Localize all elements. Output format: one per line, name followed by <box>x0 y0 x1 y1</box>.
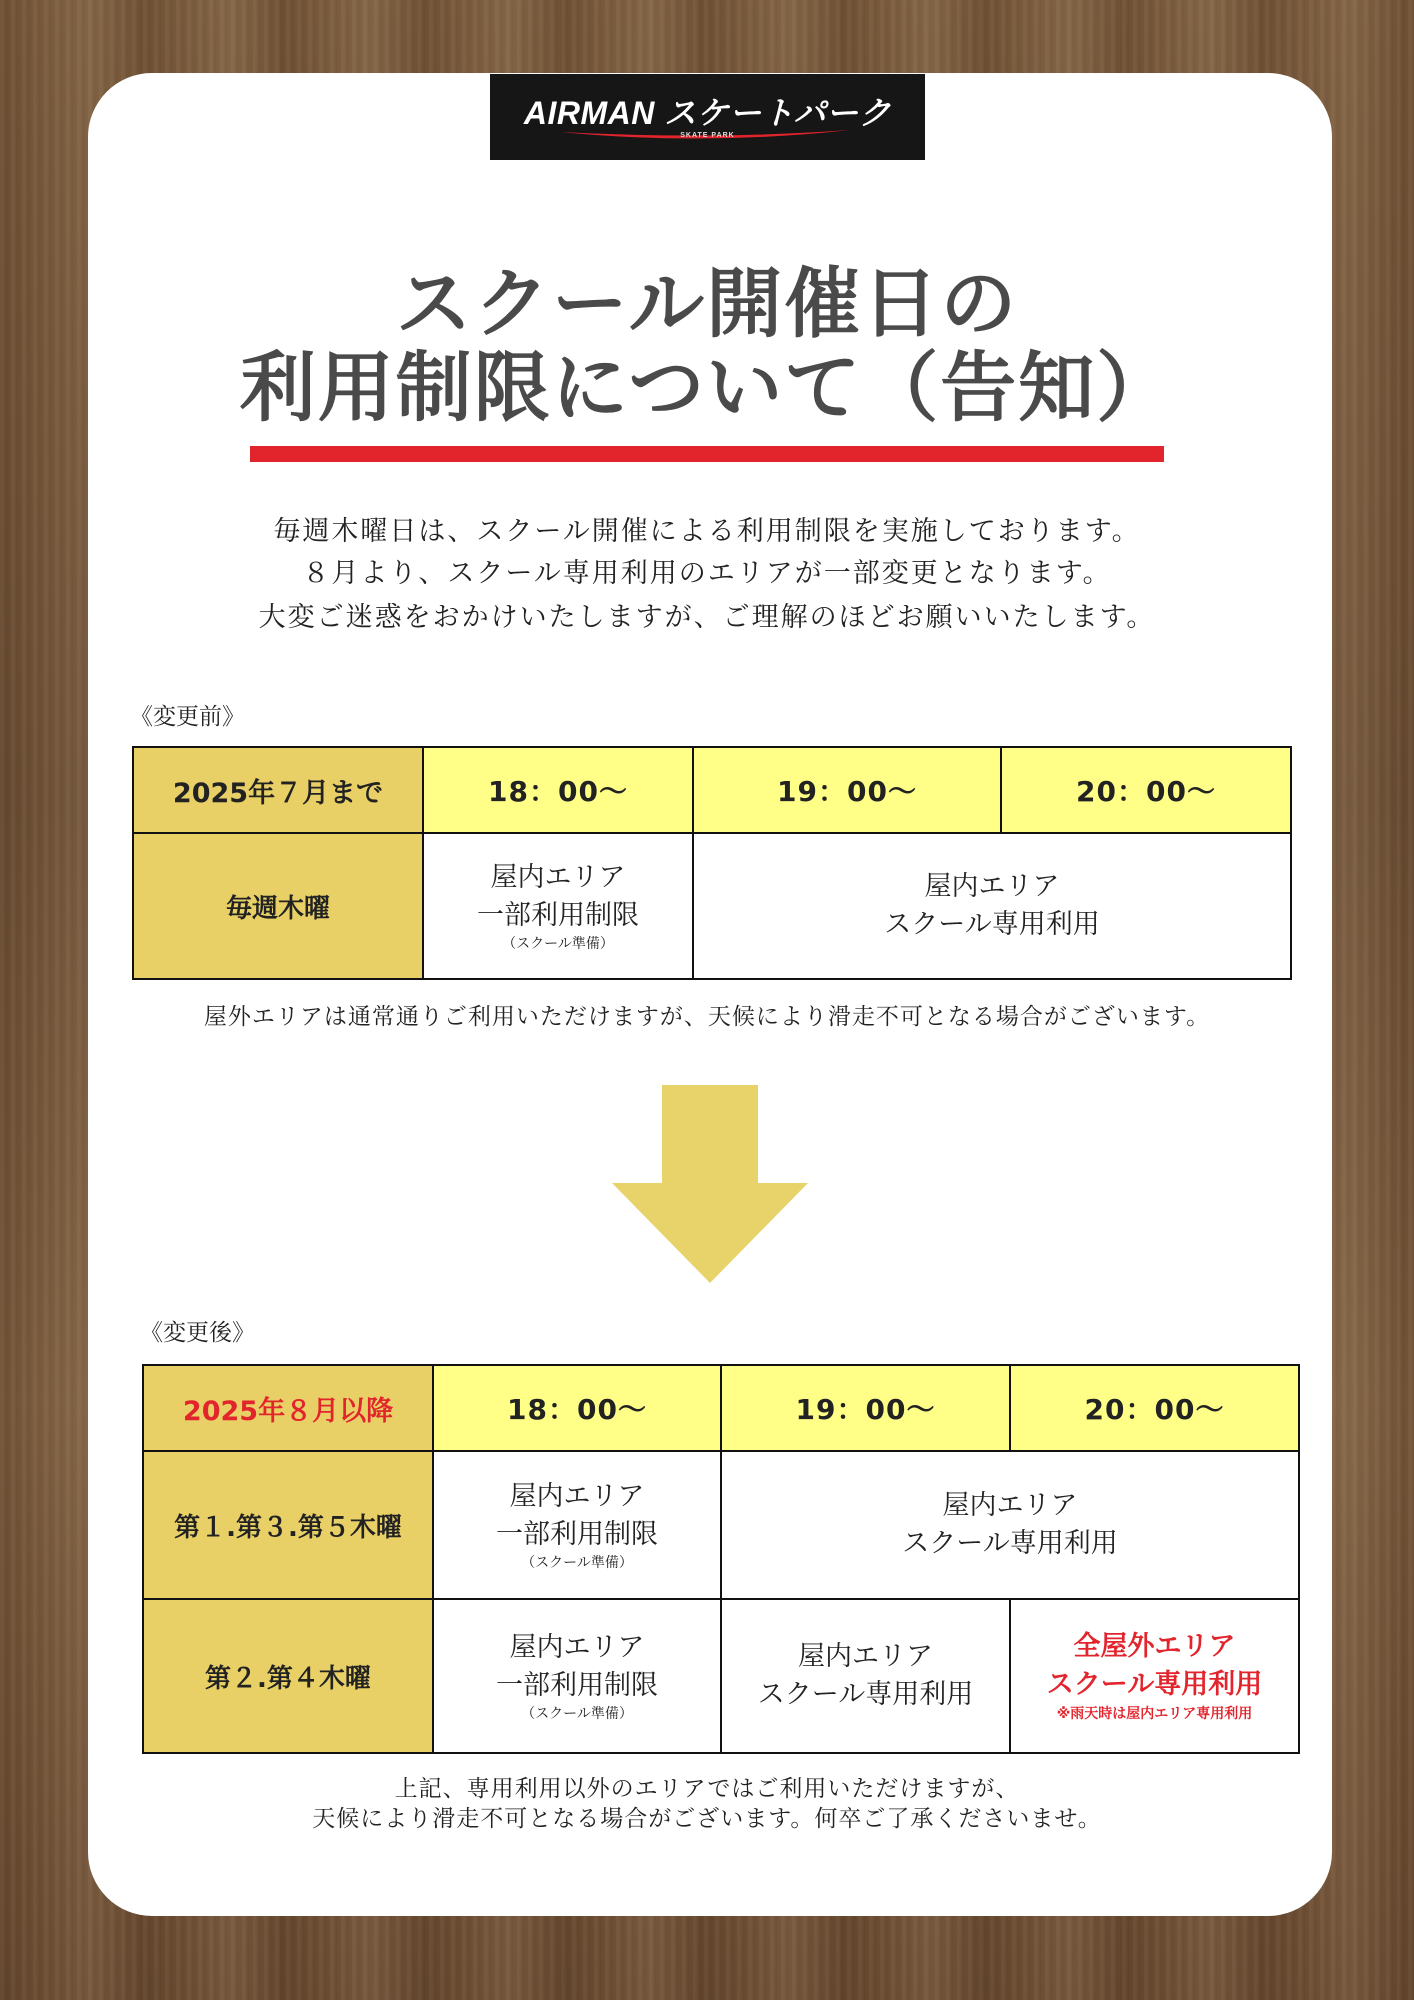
before-label: 《変更前》 <box>130 704 245 730</box>
cell-partial-restriction: 屋内エリア 一部利用制限 （スクール準備） <box>433 1599 721 1753</box>
cell-partial-restriction: 屋内エリア 一部利用制限 （スクール準備） <box>423 833 693 979</box>
schedule-table-after <box>142 1364 1300 1754</box>
after-note-line2: 天候により滑走不可となる場合がございます。何卒ご了承くださいませ。 <box>312 1806 1102 1832</box>
page-title-line2: 利用制限について（告知） <box>239 343 1175 432</box>
cell-school-exclusive: 屋内エリア スクール専用利用 <box>693 833 1291 979</box>
cell-partial-restriction: 屋内エリア 一部利用制限 （スクール準備） <box>433 1451 721 1599</box>
arrow-down-icon <box>612 1085 808 1283</box>
title-underline <box>250 446 1164 462</box>
page-title-line1: スクール開催日の <box>395 259 1019 348</box>
table-corner-before: 2025年７月まで <box>133 747 423 833</box>
cell-school-exclusive: 屋内エリア スクール専用利用 <box>721 1599 1010 1753</box>
logo-text: AIRMAN スケートパーク <box>523 95 892 131</box>
schedule-table-before <box>132 746 1292 980</box>
intro-line3: 大変ご迷惑をおかけいたしますが、ご理解のほどお願いいたします。 <box>258 602 1156 633</box>
time-header-1900: 19：00〜 <box>721 1365 1010 1451</box>
logo-subtext: SKATE PARK <box>680 132 735 139</box>
time-header-1900: 19：00〜 <box>693 747 1001 833</box>
before-note: 屋外エリアは通常通りご利用いただけますが、天候により滑走不可となる場合がございます。 <box>203 1004 1211 1030</box>
table-corner-after: 2025年８月以降 <box>143 1365 433 1451</box>
time-header-1800: 18：00〜 <box>423 747 693 833</box>
after-note-line1: 上記、専用利用以外のエリアではご利用いただけますが、 <box>394 1776 1020 1802</box>
cell-school-exclusive: 屋内エリア スクール専用利用 <box>721 1451 1299 1599</box>
day-2nd-4th-thursday: 第２.第４木曜 <box>143 1599 433 1753</box>
cell-outdoor-school-exclusive: 全屋外エリア スクール専用利用 ※雨天時は屋内エリア専用利用 <box>1010 1599 1299 1753</box>
time-header-2000: 20：00〜 <box>1001 747 1291 833</box>
brand-logo <box>490 74 925 160</box>
time-header-2000: 20：00〜 <box>1010 1365 1299 1451</box>
day-1st-3rd-5th-thursday: 第１.第３.第５木曜 <box>143 1451 433 1599</box>
after-label: 《変更後》 <box>140 1320 255 1346</box>
time-header-1800: 18：00〜 <box>433 1365 721 1451</box>
intro-line2: ８月より、スクール専用利用のエリアが一部変更となります。 <box>302 558 1112 589</box>
day-every-thursday: 毎週木曜 <box>133 833 423 979</box>
intro-line1: 毎週木曜日は、スクール開催による利用制限を実施しております。 <box>273 516 1141 547</box>
